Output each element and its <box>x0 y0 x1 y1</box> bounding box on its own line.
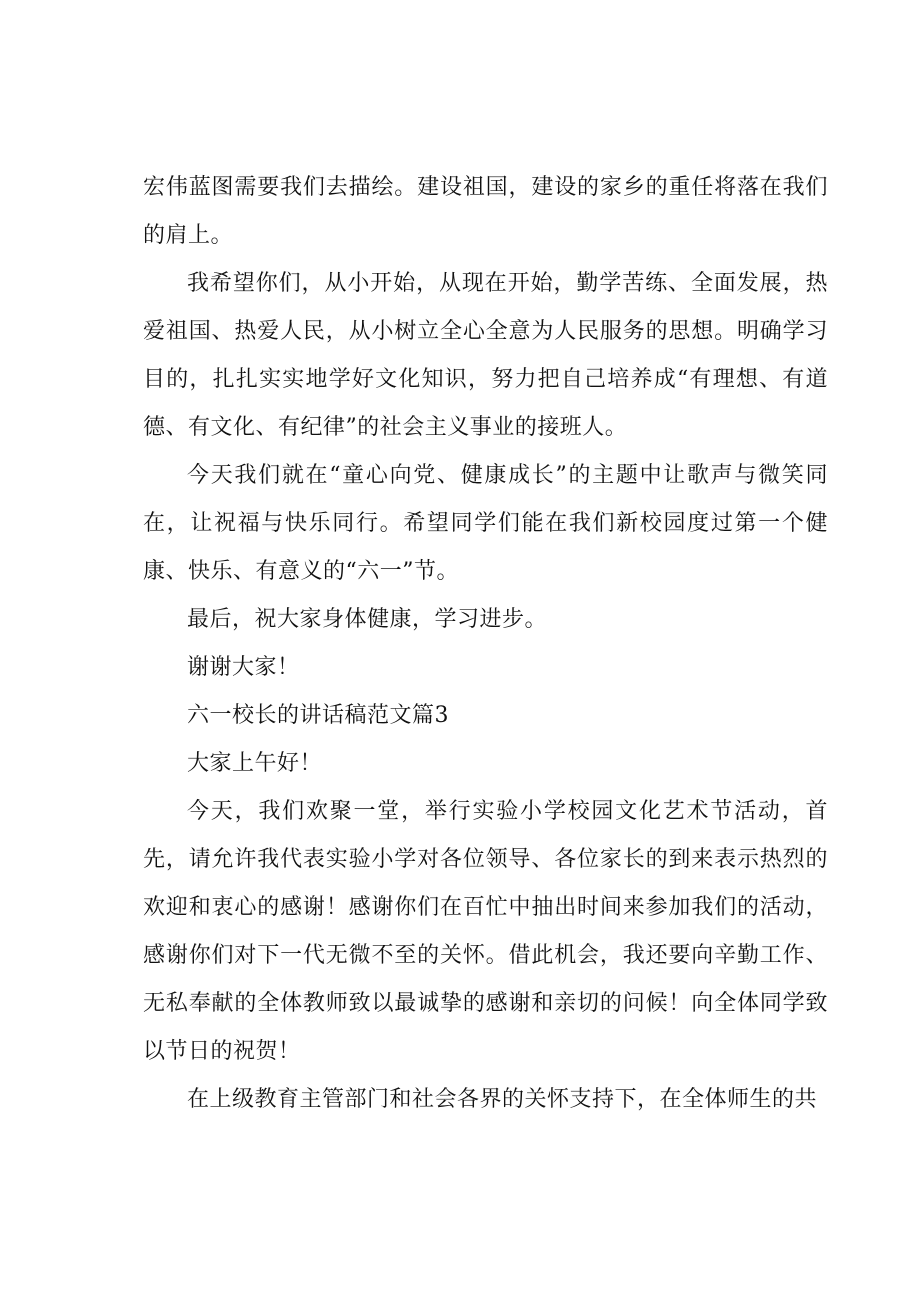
greeting: 大家上午好！ <box>187 751 323 776</box>
paragraph-8: 今天，我们欢聚一堂，举行实验小学校园文化艺术节活动，首先，请允许我代表实验小学对各位领导、各位家长的到来表示热烈的欢迎和衷心的感谢！感谢你们在百忙中抽出时间来参加我们的活动，感谢你们对下一代无微不至的关怀。借此机会，我还要向辛勤工作、无私奉献的全体教师致以最诚挚的感谢和亲切的问候！向全体同学致以节日的祝贺！ <box>143 799 828 1064</box>
section-heading: 六一校长的讲话稿范文篇3 <box>187 703 449 728</box>
paragraph-5: 谢谢大家！ <box>187 655 300 680</box>
document-body <box>143 164 828 1124</box>
paragraph-3: 今天我们就在“童心向党、健康成长”的主题中让歌声与微笑同在，让祝福与快乐同行。希望同学们能在我们新校园度过第一个健康、快乐、有意义的“六一”节。 <box>143 463 828 584</box>
paragraph-4: 最后，祝大家身体健康，学习进步。 <box>187 607 548 632</box>
paragraph-2: 我希望你们，从小开始，从现在开始，勤学苦练、全面发展，热爱祖国、热爱人民，从小树立全心全意为人民服务的思想。明确学习目的，扎扎实实地学好文化知识，努力把自己培养成“有理想、有道德、有文化、有纪律”的社会主义事业的接班人。 <box>143 271 828 440</box>
paragraph-1: 宏伟蓝图需要我们去描绘。建设祖国，建设的家乡的重任将落在我们的肩上。 <box>143 175 828 248</box>
paragraph-9: 在上级教育主管部门和社会各界的关怀支持下，在全体师生的共 <box>187 1087 818 1112</box>
